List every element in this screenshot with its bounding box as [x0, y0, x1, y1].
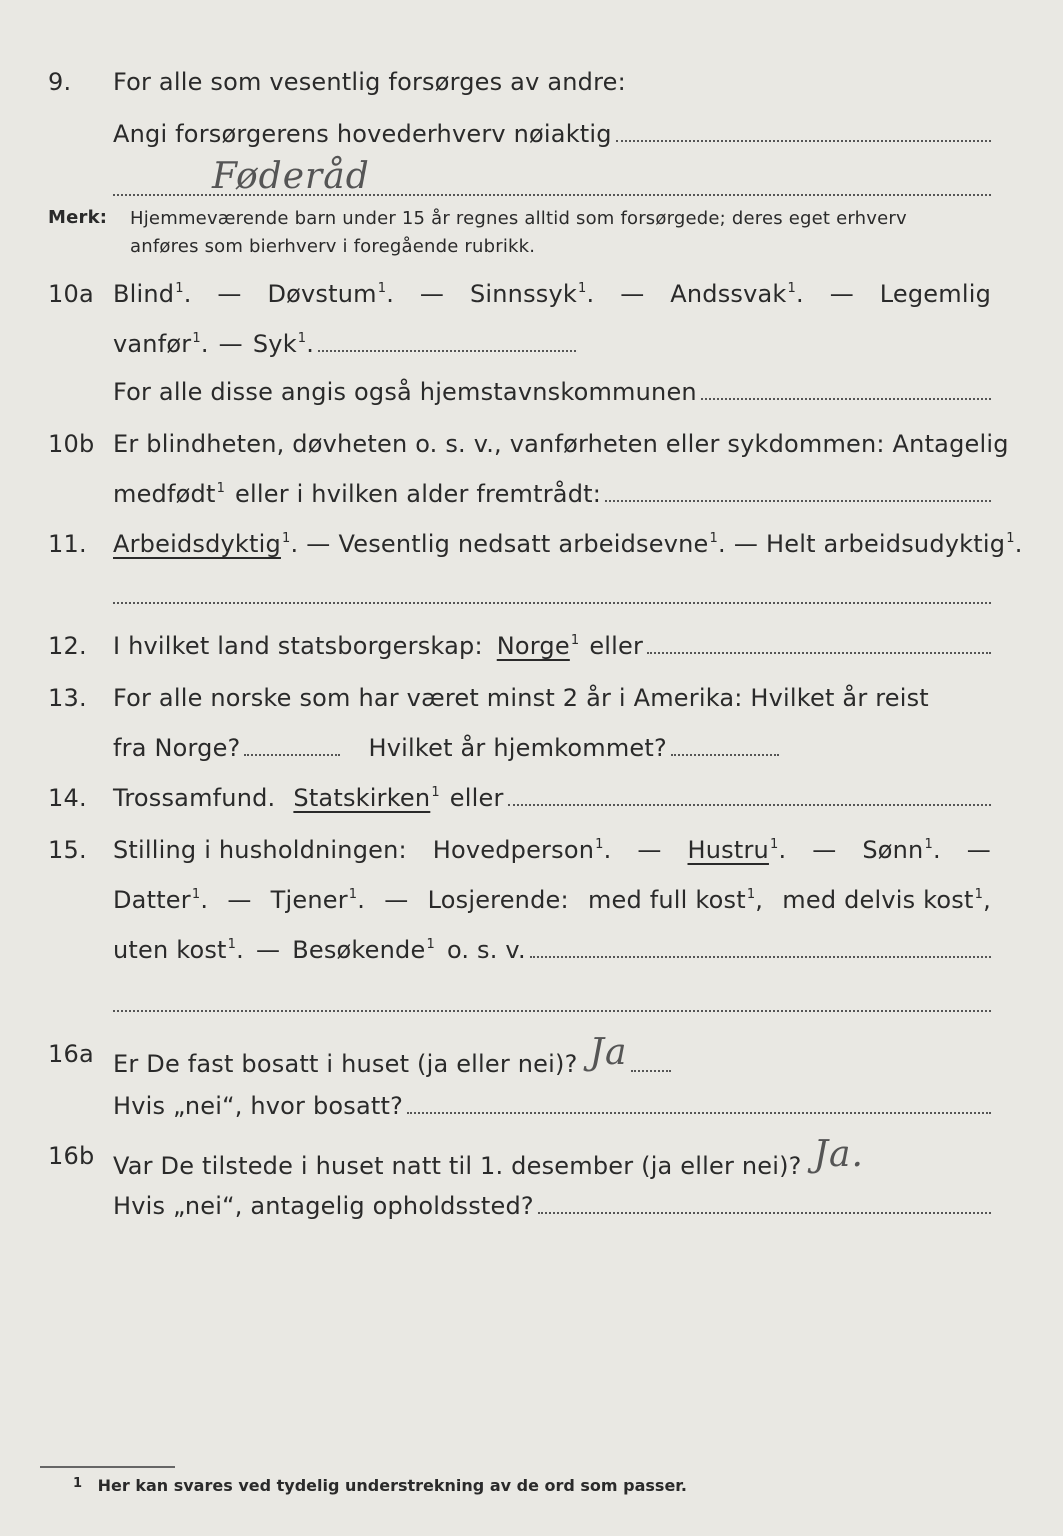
- dash: —: [620, 280, 645, 308]
- q10a-vanfor: vanfør$^1$.: [113, 330, 209, 358]
- footnote: [72, 1476, 687, 1495]
- q9-row: [0, 68, 1063, 108]
- q16b-line2-fill: [538, 1194, 991, 1214]
- q10b-line1: Er blindheten, døvheten o. s. v., vanførheten eller sykdommen: Antagelig: [113, 430, 1009, 458]
- q15-row: 15. Stilling i husholdningen: Hovedperson$^1$. — Hustru$^1$. — Sønn$^1$. —: [48, 836, 991, 864]
- q15-row3: uten kost$^1$. — Besøkende$^1$ o. s. v.: [0, 936, 1063, 976]
- q15-losjerende: Losjerende:: [427, 886, 569, 914]
- q15-sonn: Sønn$^1$.: [862, 836, 941, 864]
- q15-fill: [530, 938, 991, 958]
- q15-uten-kost: uten kost$^1$.: [113, 936, 244, 964]
- q14-statskirken: Statskirken: [293, 784, 431, 812]
- q14-fill: [508, 786, 991, 806]
- q16b-row2: [0, 1192, 1063, 1232]
- merk-label: Merk:: [48, 207, 108, 228]
- q16a-number: 16a: [48, 1040, 94, 1068]
- q10b-fill: [605, 482, 991, 502]
- q13-line1: For alle norske som har været minst 2 år i Amerika: Hvilket år reist: [113, 684, 929, 712]
- q16b-line1: Var De tilstede i huset natt til 1. desember (ja eller nei)?: [113, 1152, 802, 1180]
- footnote-text: Her kan svares ved tydelig understrekning av de ord som passer.: [97, 1476, 687, 1495]
- q9-line1: For alle som vesentlig forsørges av andre:: [113, 68, 626, 96]
- q15-stilling: Stilling i husholdningen:: [113, 836, 407, 864]
- q13-line2b: Hvilket år hjemkommet?: [368, 734, 667, 762]
- q9-number: 9.: [48, 68, 72, 96]
- q10a-row2: [0, 330, 1063, 370]
- q12-row: 12. I hvilket land statsborgerskap: Norge 1 eller: [0, 632, 1063, 672]
- q9-line2: Angi forsørgerens hovederhverv nøiaktig: [113, 120, 612, 148]
- q16a-handwritten-answer: Ja: [589, 1032, 628, 1073]
- q11-row: 11. Arbeidsdyktig 1 . — Vesentlig nedsatt arbeidsevne 1 . — Helt arbeidsudyktig 1 .: [48, 530, 1023, 558]
- q10b-row: [0, 430, 1063, 470]
- dash: —: [218, 330, 243, 358]
- q10a-syk-fill: [318, 332, 576, 352]
- q13-row: [0, 684, 1063, 724]
- q11-arbeidsdyktig: Arbeidsdyktig: [113, 530, 281, 558]
- q16b-handwritten-answer: Ja.: [813, 1134, 864, 1175]
- q9-answer-row: [0, 156, 1063, 196]
- q16a-line1: Er De fast bosatt i huset (ja eller nei)?: [113, 1050, 578, 1078]
- q15-answer-line: [113, 1010, 991, 1012]
- q14-row: 14. Trossamfund. Statskirken 1 eller: [0, 784, 1063, 824]
- q9-answer-line: [113, 194, 991, 196]
- q10a-number: 10a: [48, 280, 94, 308]
- q15-full-kost: med full kost$^1$,: [587, 886, 764, 914]
- q12-fill: [647, 634, 991, 654]
- q10a-line3-fill: [701, 380, 991, 400]
- q9-row2: [0, 120, 1063, 160]
- q10a-row3: [0, 378, 1063, 418]
- q15-hustru: Hustru$^1$.: [687, 836, 787, 864]
- merk-line2: anføres som bierhverv i foregående rubrikk.: [130, 236, 536, 257]
- q11-udyktig: Helt arbeidsudyktig: [766, 530, 1006, 558]
- q10a-syk: Syk$^1$.: [252, 330, 315, 358]
- q13-fill1: [244, 736, 340, 756]
- q16b-line2: Hvis „nei“, antagelig opholdssted?: [113, 1192, 534, 1220]
- q11-number: 11.: [48, 530, 87, 558]
- q15-besokende: Besøkende$^1$: [292, 936, 435, 964]
- q9-line2-fill: [616, 122, 991, 142]
- q16b-number: 16b: [48, 1142, 95, 1170]
- q16a-row: [0, 1032, 1063, 1080]
- q15-datter: Datter$^1$.: [113, 886, 209, 914]
- q13-row2: [0, 734, 1063, 774]
- q16a-line2-fill: [407, 1094, 991, 1114]
- q12-text: I hvilket land statsborgerskap:: [113, 632, 483, 660]
- q15-number: 15.: [48, 836, 87, 864]
- q14-text: Trossamfund.: [113, 784, 276, 812]
- q10a-blind: Blind$^1$.: [113, 280, 192, 308]
- q15-osv: o. s. v.: [446, 936, 526, 964]
- q12-norge: Norge: [496, 632, 570, 660]
- footnote-rule: [40, 1466, 175, 1468]
- q10b-medfodt: medfødt: [113, 480, 216, 508]
- q10a-row: [0, 280, 1063, 320]
- q15-row2: Datter$^1$. — Tjener$^1$. — Losjerende: med full kost$^1$, med delvis kost$^1$,: [113, 886, 991, 914]
- q11-nedsatt: Vesentlig nedsatt arbeidsevne: [338, 530, 709, 558]
- merk-line1: Hjemmeværende barn under 15 år regnes alltid som forsørgede; deres eget erhverv: [130, 208, 907, 229]
- q16a-fill: [631, 1052, 671, 1072]
- q10a-legemlig: Legemlig: [879, 280, 991, 308]
- q15-tjener: Tjener$^1$.: [270, 886, 366, 914]
- q14-number: 14.: [48, 784, 87, 812]
- q12-tail: eller: [589, 632, 644, 660]
- q11-answer-line: [113, 602, 991, 604]
- footnote-mark: 1: [73, 1476, 83, 1491]
- q10a-dovstum: Døvstum$^1$.: [267, 280, 395, 308]
- q13-fill2: [671, 736, 779, 756]
- merk-row: [0, 205, 1063, 265]
- q10a-andssvak: Andssvak$^1$.: [670, 280, 804, 308]
- q16a-row2: [0, 1092, 1063, 1132]
- q16a-line2: Hvis „nei“, hvor bosatt?: [113, 1092, 404, 1120]
- q13-number: 13.: [48, 684, 87, 712]
- q10b-row2: medfødt 1 eller i hvilken alder fremtrådt:: [0, 480, 1063, 520]
- q14-tail: eller: [449, 784, 504, 812]
- q16b-row: [0, 1134, 1063, 1182]
- q15-hovedperson: Hovedperson$^1$.: [432, 836, 612, 864]
- q12-number: 12.: [48, 632, 87, 660]
- dash: —: [419, 280, 445, 308]
- dash: —: [217, 280, 242, 308]
- dash: —: [829, 280, 854, 308]
- q13-line2a: fra Norge?: [113, 734, 241, 762]
- q10b-number: 10b: [48, 430, 95, 458]
- q10a-line3: For alle disse angis også hjemstavnskommunen: [113, 378, 697, 406]
- q15-delvis-kost: med delvis kost$^1$,: [782, 886, 991, 914]
- q10a-sinnssyk: Sinnssyk$^1$.: [469, 280, 595, 308]
- q9-handwritten-answer: Føderåd: [212, 156, 370, 197]
- q10b-line2b: eller i hvilken alder fremtrådt:: [235, 480, 602, 508]
